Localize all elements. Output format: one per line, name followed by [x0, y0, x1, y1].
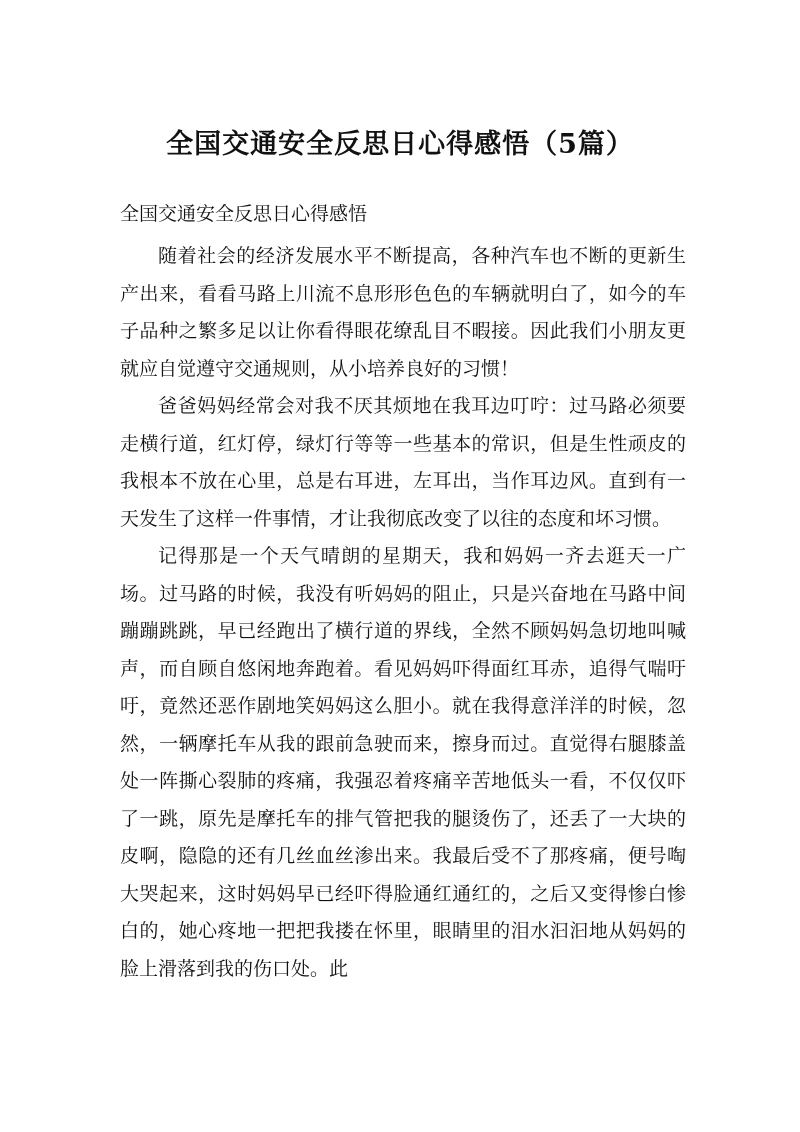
document-title: 全国交通安全反思日心得感悟（5篇） — [166, 129, 634, 160]
document-body — [120, 238, 686, 988]
paragraph-1: 随着社会的经济发展水平不断提高，各种汽车也不断的更新生产出来，看看马路上川流不息形形色色的车辆就明白了，如今的车子品种之繁多足以让你看得眼花缭乱目不暇接。因此我们小朋友更就应自觉遵守交通规则，从小培养良好的习惯！ — [120, 245, 686, 380]
paragraph-3: 记得那是一个天气晴朗的星期天，我和妈妈一齐去逛天一广场。过马路的时候，我没有听妈妈的阻止，只是兴奋地在马路中间蹦蹦跳跳，早已经跑出了横行道的界线，全然不顾妈妈急切地叫喊声，而自顾自悠闲地奔跑着。看见妈妈吓得面红耳赤，追得气喘吁吁，竟然还恶作剧地笑妈妈这么胆小。就在我得意洋洋的时候，忽然，一辆摩托车从我的跟前急驶而来，擦身而过。直觉得右腿膝盖处一阵撕心裂肺的疼痛，我强忍着疼痛辛苦地低头一看，不仅仅吓了一跳，原先是摩托车的排气管把我的腿烫伤了，还丢了一大块的皮啊，隐隐的还有几丝血丝渗出来。我最后受不了那疼痛，便号啕大哭起来，这时妈妈早已经吓得脸通红通红的，之后又变得惨白惨白的，她心疼地一把把我搂在怀里，眼睛里的泪水汩汩地从妈妈的脸上滑落到我的伤口处。此 — [120, 545, 686, 980]
paragraph-2: 爸爸妈妈经常会对我不厌其烦地在我耳边叮咛：过马路必须要走横行道，红灯停，绿灯行等等一些基本的常识，但是生性顽皮的我根本不放在心里，总是右耳进，左耳出，当作耳边风。直到有一天发生了这样一件事情，才让我彻底改变了以往的态度和坏习惯。 — [120, 395, 686, 530]
document-subtitle: 全国交通安全反思日心得感悟 — [120, 203, 368, 225]
